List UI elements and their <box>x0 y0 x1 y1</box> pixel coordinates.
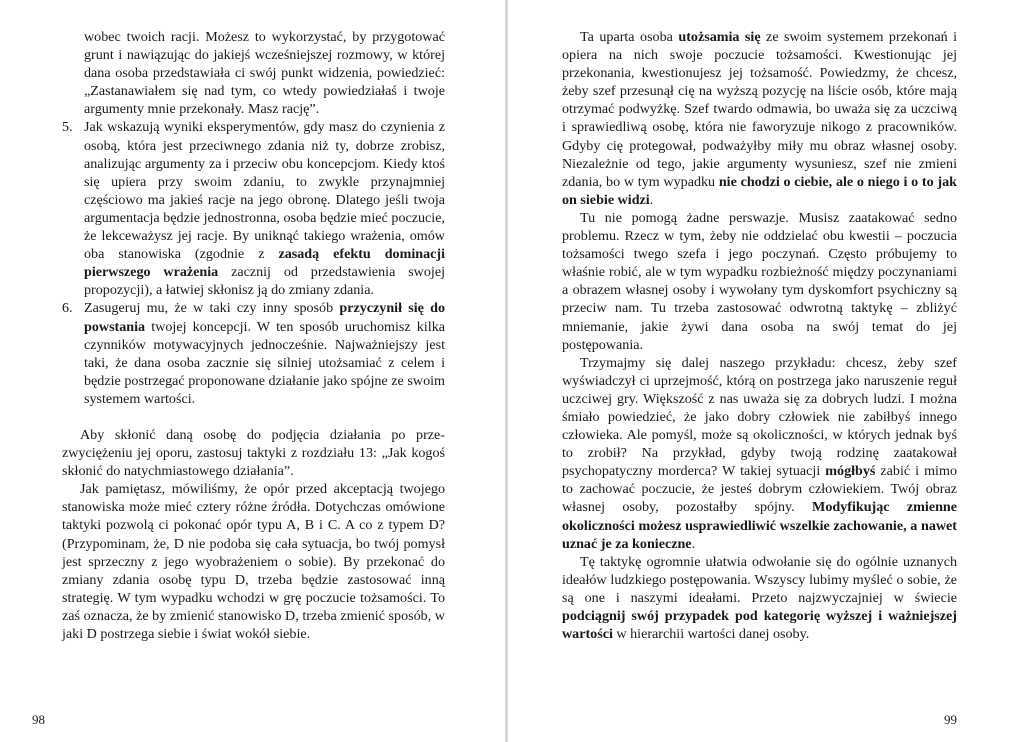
continuation-paragraph: wobec twoich racji. Możesz to wykorzystać, by przygotować grunt i nawiązując do jakiejś wcześniejszej rozmowy, w której dana osoba przedstawiała ci swój punkt widzenia, powiedzieć: „Zastanawiałem się nad tym, co wtedy powiedziałaś i twoje argumenty mnie przekonały. Masz rację”. <box>84 29 445 118</box>
paragraph <box>562 553 957 643</box>
page-number: 98 <box>32 712 45 727</box>
paragraph-text-part: w hierarchii wartości danej osoby. <box>612 626 810 643</box>
list-item-text <box>84 299 445 408</box>
paragraph <box>562 28 957 209</box>
left-page <box>0 0 505 742</box>
paragraph-text-part: . <box>691 535 696 552</box>
list-item-text-part: Jak wskazują wyniki eksperymentów, gdy masz do czynienia z osobą, która jest przeciwnego zdania niż ty, dobrze zrobisz, analizując argumenty za i przeciw obu koncepcjom. Kiedy ktoś się upiera przy swoim zdaniu, to zwykle przynajmniej częściowo ma jakieś racje na jego obronę. Dlatego jeśli twoja argumentacja będzie jednostronna, osoba będzie mieć poczucie, że lekceważysz jej racje. By uniknąć takiego wrażenia, omów oba stanowiska (zgodnie z <box>84 119 445 263</box>
paragraph-bold: mógłbyś <box>825 463 876 480</box>
paragraph-text-part: Tę taktykę ogromnie ułatwia odwołanie się do ogólnie uznanych ideałów ludzkiego postępowania. Wszyscy lubimy myśleć o sobie, że są one i naszymi ideałami. Przeto najzwyczajniej w świecie <box>562 553 957 606</box>
paragraph-bold: Modyfikując zmienne okoliczności możesz usprawiedliwić wszelkie zachowanie, a nawet uznać je za konieczne <box>562 499 958 552</box>
list-item-text-part: Zasugeruj mu, że w taki czy inny sposób <box>84 300 340 317</box>
list-item-text <box>84 118 445 299</box>
left-page-text <box>62 28 445 643</box>
right-page <box>508 0 1013 742</box>
list-item-number: 5. <box>62 119 73 136</box>
paragraph-bold: nie chodzi o ciebie, ale o niego i o to jak on siebie widzi <box>562 173 957 208</box>
paragraph-text-part: Ta uparta osoba <box>580 29 679 45</box>
paragraph-text-part: . <box>649 191 654 208</box>
numbered-list <box>62 118 445 408</box>
paragraph-bold: podciągnij swój przypadek pod kategorię wyższej i ważniejszej wartości <box>562 608 957 643</box>
list-item <box>62 118 445 299</box>
paragraph-bold: utożsamia się <box>678 29 761 45</box>
paragraph-text-part: zabić i mimo to zachować poczucie, że jesteś dobrym człowiekiem. Twój obraz własnej osoby, pozostałby spójny. <box>562 463 957 516</box>
list-item-bold: przyczynił się do powstania <box>84 300 445 335</box>
paragraph-text-part: Trzymajmy się dalej naszego przykładu: chcesz, żeby szef wyświadczył ci uprzejmość, którą on postrzega jako naruszenie reguł uczciwej gry. Większość z nas uważa się za dobrych ludzi. I można śmiało powiedzieć, że jako dobry człowiek nie zabiłbyś innego człowieka. Ale pomyśl, może są okoliczności, w których jednak byś to zrobił? Na przykład, gdyby twoją rodzinę zaatakował psychopatyczny morderca? W takiej sytuacji <box>562 354 957 480</box>
list-item <box>62 299 445 408</box>
paragraph: Aby skłonić daną osobę do podjęcia działania po przezwyciężeniu jej oporu, zastosuj taktyki z rozdziału 13: „Jak kogoś skłonić do natychmiastowego działania”. <box>62 426 445 480</box>
list-item-text-part: twojej koncepcji. W ten sposób uruchomisz kilka czynników motywacyjnych jednocześnie. Najważniejszy jest taki, że dana osoba zacznie się silniej utożsamiać z celem i będzie postrzegać proponowane działanie jako spójne ze swoim systemem wartości. <box>84 318 445 407</box>
list-item-number: 6. <box>62 300 73 317</box>
page-number: 99 <box>944 712 957 727</box>
paragraph <box>562 354 957 553</box>
list-item-bold: zasadą efektu dominacji pierwszego wrażenia <box>84 246 445 281</box>
right-page-text <box>562 28 957 643</box>
list-item-text-part: zacznij od przedstawienia swojej propozycji), a łatwiej skłonisz ją do zmiany zdania. <box>84 264 445 299</box>
paragraph: Tu nie pomogą żadne perswazje. Musisz zaatakować sedno problemu. Rzecz w tym, żeby nie oddzielać obu kwestii – poczucia tożsamości twego szefa i jego poczynań. Często próbujemy to właśnie robić, ale w tym wypadku rozbieżność między poczynaniami a obrazem własnej osoby i wywołany tym dyskomfort psychiczny są przeciw nam. Tu trzeba zastosować odwrotną taktykę – zbliżyć mniemanie, jakie żywi dana osoba na swój temat do jej postępowania. <box>562 209 957 353</box>
paragraph: Jak pamiętasz, mówiliśmy, że opór przed akceptacją twojego stanowiska może mieć cztery różne źródła. Dotychczas omówione taktyki pozwolą ci pokonać opór typu A, B i C. A co z typem D? (Przypominam, że, D nie podoba się cała sytuacja, bo twój pomysł jest sprzeczny z jego wyobrażeniem o sobie). By przekonać do zmiany zdania osobę typu D, trzeba będzie zastosować inną strategię. W tym wypadku wchodzi w grę poczucie tożsamości. To zaś oznacza, że by zmienić stanowisko D, trzeba zmienić sposób, w jaki D postrzega siebie i świat wokół siebie. <box>62 481 445 642</box>
paragraph-text-part: ze swoim systemem przekonań i opiera na nich swoje poczucie tożsamości. Kwestionując jej przekonania, kwestionujesz jej tożsamość. Powiedzmy, że chcesz, żeby szef przesunął cię na wyższą pozycję na liście osób, które mają otrzymać podwyżkę. Szef twardo odmawia, bo uważa się za uczciwą i sprawiedliwą osobę, która nie faworyzuje nikogo z pracowników. Gdyby cię protegował, podważyłby miły mu obraz własnej osoby. Niezależnie od tego, jakie argumenty wysuniesz, szef nie zmieni zdania, bo w tym wypadku <box>562 29 958 190</box>
